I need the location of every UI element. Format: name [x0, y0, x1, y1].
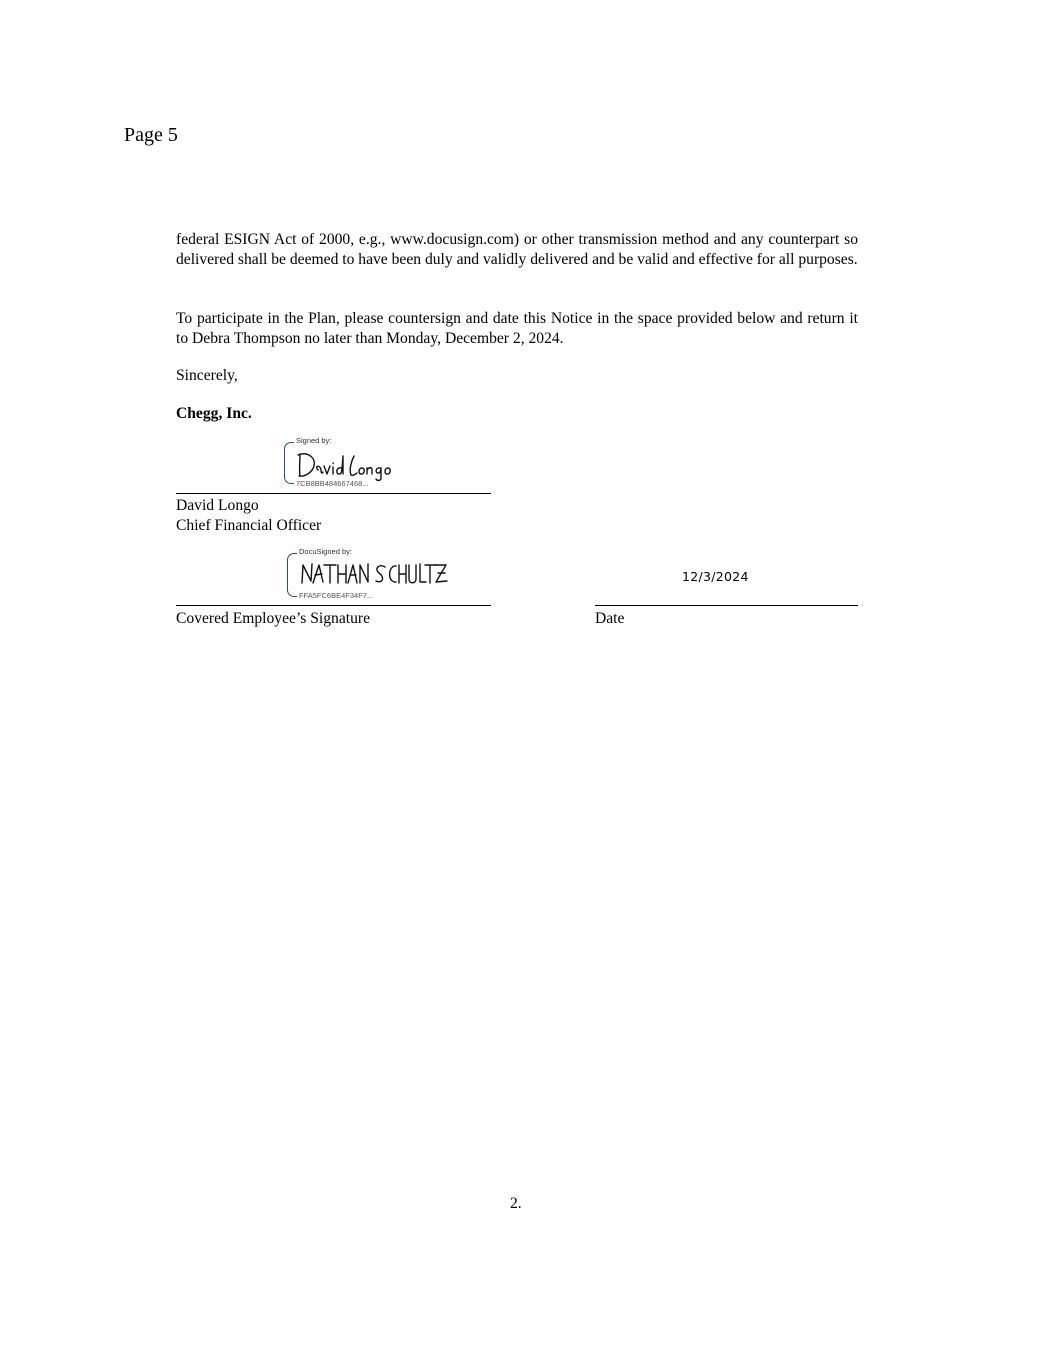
date-line: [595, 605, 858, 606]
paragraph-participation: To participate in the Plan, please countersign and date this Notice in the space provided below and return it to Debra Thompson no later than Monday, December 2, 2024.: [176, 310, 858, 347]
paragraph-esign: federal ESIGN Act of 2000, e.g., www.docusign.com) or other transmission method and any counterpart so delivered shall be deemed to have been duly and validly delivered and be valid and effective for all purposes.: [176, 231, 858, 268]
employee-signature-line: [176, 605, 491, 606]
company-name: Chegg, Inc.: [176, 405, 252, 422]
david-longo-signature-image: [296, 448, 396, 482]
closing-text: Sincerely,: [176, 367, 238, 384]
date-label: Date: [595, 610, 625, 627]
signer-title: Chief Financial Officer: [176, 517, 322, 534]
nathan-schultz-signature-image: [299, 559, 449, 589]
page-number: 2.: [510, 1195, 522, 1212]
employee-signature-block: [287, 547, 487, 603]
envelope-id: 7CB8BB484667468...: [296, 479, 369, 488]
envelope-id: FFA5FC6BE4F34F7...: [299, 591, 374, 600]
company-signature-block: [284, 436, 484, 490]
cfo-signature-line: [176, 493, 491, 494]
docusigned-by-caption: DocuSigned by:: [299, 547, 352, 556]
date-value: 12/3/2024: [682, 569, 749, 584]
signed-by-caption: Signed by:: [296, 436, 332, 445]
employee-signature-label: Covered Employee’s Signature: [176, 610, 371, 627]
signer-name: David Longo: [176, 497, 259, 514]
page-label: Page 5: [124, 124, 178, 146]
